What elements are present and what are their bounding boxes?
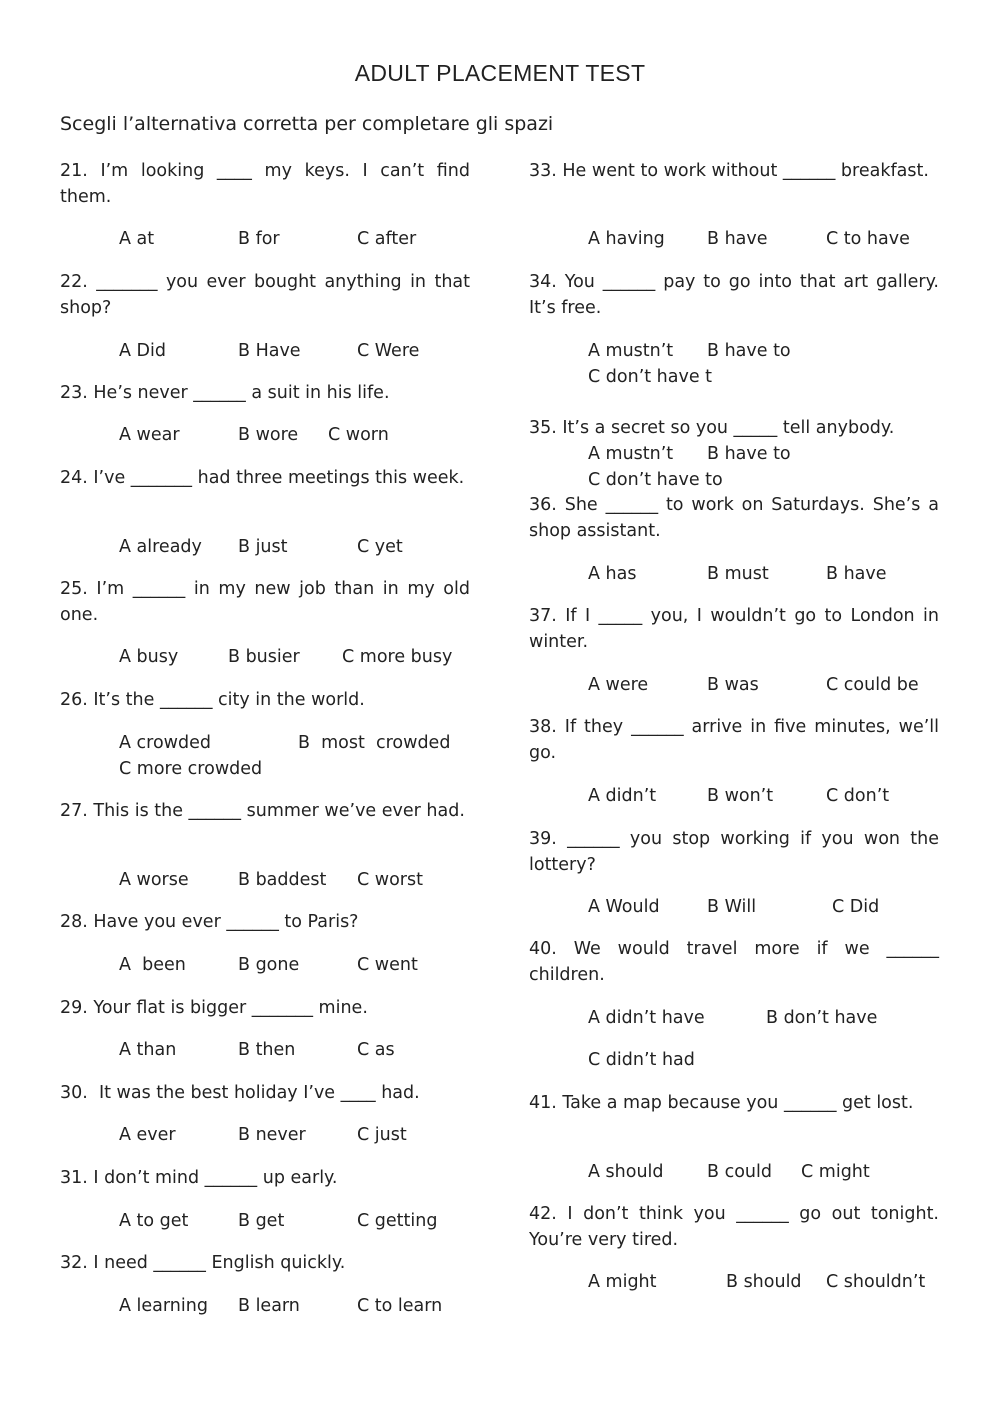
option-c[interactable]: C worn (328, 425, 389, 445)
option-b[interactable]: B busier (228, 647, 300, 667)
option-b[interactable]: B never (238, 1125, 306, 1145)
option-b[interactable]: B have to (707, 444, 791, 464)
option-a[interactable]: A were (588, 675, 649, 695)
option-b[interactable]: B have (707, 229, 768, 249)
option-b[interactable]: B get (238, 1211, 285, 1231)
option-a[interactable]: A mustn’t (588, 341, 674, 361)
option-a[interactable]: A been (119, 955, 186, 975)
option-a[interactable]: A didn’t have (588, 1008, 705, 1028)
option-c[interactable]: C just (357, 1125, 407, 1145)
question-text: 38. If they ______ arrive in five minutes, we’ll go. (529, 717, 939, 763)
option-b[interactable]: B most crowded (298, 733, 451, 753)
page-title: ADULT PLACEMENT TEST (354, 60, 646, 86)
option-c[interactable]: C don’t have t (588, 367, 713, 387)
option-b[interactable]: B should (726, 1272, 802, 1292)
question-text: 42. I don’t think you ______ go out tonight. You’re very tired. (529, 1204, 939, 1250)
question-text: 39. ______ you stop working if you won the lottery? (529, 829, 939, 875)
option-b[interactable]: B don’t have (766, 1008, 878, 1028)
option-a[interactable]: A learning (119, 1296, 208, 1316)
question-text: 27. This is the ______ summer we’ve ever had. (60, 801, 465, 821)
question-text: 41. Take a map because you ______ get lost. (529, 1093, 914, 1113)
option-b[interactable]: B baddest (238, 870, 327, 890)
option-b[interactable]: B must (707, 564, 769, 584)
option-a[interactable]: A wear (119, 425, 180, 445)
question-text: 23. He’s never ______ a suit in his life. (60, 383, 390, 403)
question-text: 28. Have you ever ______ to Paris? (60, 912, 359, 932)
option-b[interactable]: B wore (238, 425, 299, 445)
option-a[interactable]: A already (119, 537, 202, 557)
option-b[interactable]: B Will (707, 897, 757, 917)
option-c[interactable]: C more busy (342, 647, 453, 667)
question-text: 31. I don’t mind ______ up early. (60, 1168, 338, 1188)
question-text: 40. We would travel more if we ______ children. (529, 939, 939, 985)
option-a[interactable]: A Did (119, 341, 166, 361)
option-c[interactable]: C went (357, 955, 418, 975)
question-text: 33. He went to work without ______ breakfast. (529, 161, 929, 181)
option-c[interactable]: C after (357, 229, 417, 249)
option-b[interactable]: B won’t (707, 786, 774, 806)
option-b[interactable]: B learn (238, 1296, 300, 1316)
question-text: 35. It’s a secret so you _____ tell anybody. (529, 418, 895, 438)
question-text: 36. She ______ to work on Saturdays. She’s a shop assistant. (529, 495, 939, 541)
question-text: 21. I’m looking ____ my keys. I can’t find them. (60, 161, 470, 207)
option-c[interactable]: C as (357, 1040, 395, 1060)
option-c[interactable]: C could be (826, 675, 919, 695)
option-c[interactable]: C don’t (826, 786, 890, 806)
option-b[interactable]: B just (238, 537, 288, 557)
question-text: 37. If I _____ you, I wouldn’t go to London in winter. (529, 606, 939, 652)
option-a[interactable]: A than (119, 1040, 177, 1060)
option-c[interactable]: C to have (826, 229, 910, 249)
option-c[interactable]: C Did (832, 897, 880, 917)
option-c[interactable]: C more crowded (119, 759, 263, 779)
option-a[interactable]: A should (588, 1162, 664, 1182)
option-a[interactable]: A to get (119, 1211, 189, 1231)
option-b[interactable]: B for (238, 229, 280, 249)
question-text: 25. I’m ______ in my new job than in my old one. (60, 579, 470, 625)
option-a[interactable]: A having (588, 229, 665, 249)
question-text: 22. _______ you ever bought anything in that shop? (60, 272, 470, 318)
question-text: 34. You ______ pay to go into that art gallery. It’s free. (529, 272, 939, 318)
option-a[interactable]: A has (588, 564, 637, 584)
question-text: 32. I need ______ English quickly. (60, 1253, 346, 1273)
option-a[interactable]: A at (119, 229, 155, 249)
question-text: 29. Your flat is bigger _______ mine. (60, 998, 368, 1018)
option-b[interactable]: B gone (238, 955, 300, 975)
option-c[interactable]: C Were (357, 341, 420, 361)
option-c[interactable]: B have (826, 564, 887, 584)
option-c[interactable]: C might (801, 1162, 870, 1182)
option-c[interactable]: C don’t have to (588, 470, 723, 490)
option-a[interactable]: A ever (119, 1125, 176, 1145)
instructions: Scegli l’alternativa corretta per completare gli spazi (60, 113, 554, 135)
option-a[interactable]: A busy (119, 647, 179, 667)
option-c[interactable]: C shouldn’t (826, 1272, 926, 1292)
option-b[interactable]: B Have (238, 341, 301, 361)
question-text: 24. I’ve _______ had three meetings this week. (60, 468, 465, 488)
option-c[interactable]: C yet (357, 537, 403, 557)
option-c[interactable]: C worst (357, 870, 423, 890)
option-b[interactable]: B have to (707, 341, 791, 361)
question-text: 30. It was the best holiday I’ve ____ had. (60, 1083, 420, 1103)
option-b[interactable]: B could (707, 1162, 772, 1182)
option-a[interactable]: A worse (119, 870, 189, 890)
option-a[interactable]: A Would (588, 897, 660, 917)
question-text: 26. It’s the ______ city in the world. (60, 690, 365, 710)
option-a[interactable]: A crowded (119, 733, 211, 753)
option-b[interactable]: B then (238, 1040, 296, 1060)
option-a[interactable]: A mustn’t (588, 444, 674, 464)
option-b[interactable]: B was (707, 675, 759, 695)
option-c[interactable]: C didn’t had (588, 1050, 695, 1070)
option-a[interactable]: A didn’t (588, 786, 657, 806)
option-c[interactable]: C getting (357, 1211, 438, 1231)
option-c[interactable]: C to learn (357, 1296, 443, 1316)
option-a[interactable]: A might (588, 1272, 657, 1292)
